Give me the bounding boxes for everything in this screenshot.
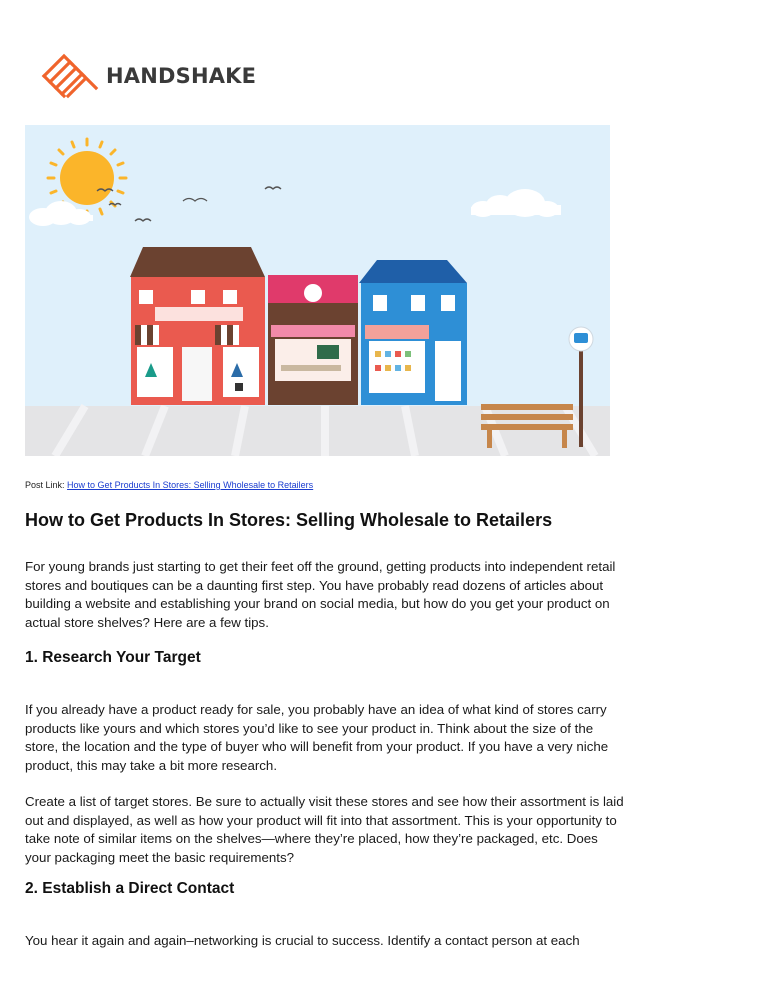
post-link-label: Post Link:	[25, 480, 65, 490]
section1-paragraph-2: Create a list of target stores. Be sure to actually visit these stores and see how their assortment is laid out and displayed, as well as how your product will fit into that assortment. This is your opportunity to take note of similar items on the shelves—where they’re placed, how they’re packaged, etc. Does your packaging meet the basic requirements?	[25, 794, 624, 865]
post-link	[25, 480, 313, 490]
brand-name: HANDSHAKE	[106, 64, 257, 88]
section1-paragraph-1: If you already have a product ready for sale, you probably have an idea of what kind of stores carry products like yours and which stores you’d like to see your product in. Think about the size of the store, the location and the type of buyer who will benefit from your product. If you have a very niche product, this may take a bit more research.	[25, 702, 609, 773]
post-link-anchor[interactable]: How to Get Products In Stores: Selling Wholesale to Retailers	[67, 480, 314, 490]
red-store	[130, 247, 265, 405]
section2-paragraph-1: You hear it again and again–networking is crucial to success. Identify a contact person at each	[25, 933, 580, 948]
section1-heading: 1. Research Your Target	[25, 649, 201, 666]
brand-logo	[40, 52, 256, 100]
section2-heading: 2. Establish a Direct Contact	[25, 880, 235, 897]
blue-store	[359, 260, 467, 405]
ground	[25, 406, 610, 456]
pink-store	[268, 275, 358, 405]
storefront-illustration	[25, 125, 610, 456]
handshake-logo-icon	[40, 52, 100, 100]
article-title: How to Get Products In Stores: Selling Wholesale to Retailers	[25, 510, 553, 530]
intro-paragraph: For young brands just starting to get their feet off the ground, getting products into independent retail stores and boutiques can be a daunting first step. You have probably read dozens of articles about building a website and establishing your brand on social media, but how do you get your product on actual store shelves? Here are a few tips.	[25, 559, 616, 630]
